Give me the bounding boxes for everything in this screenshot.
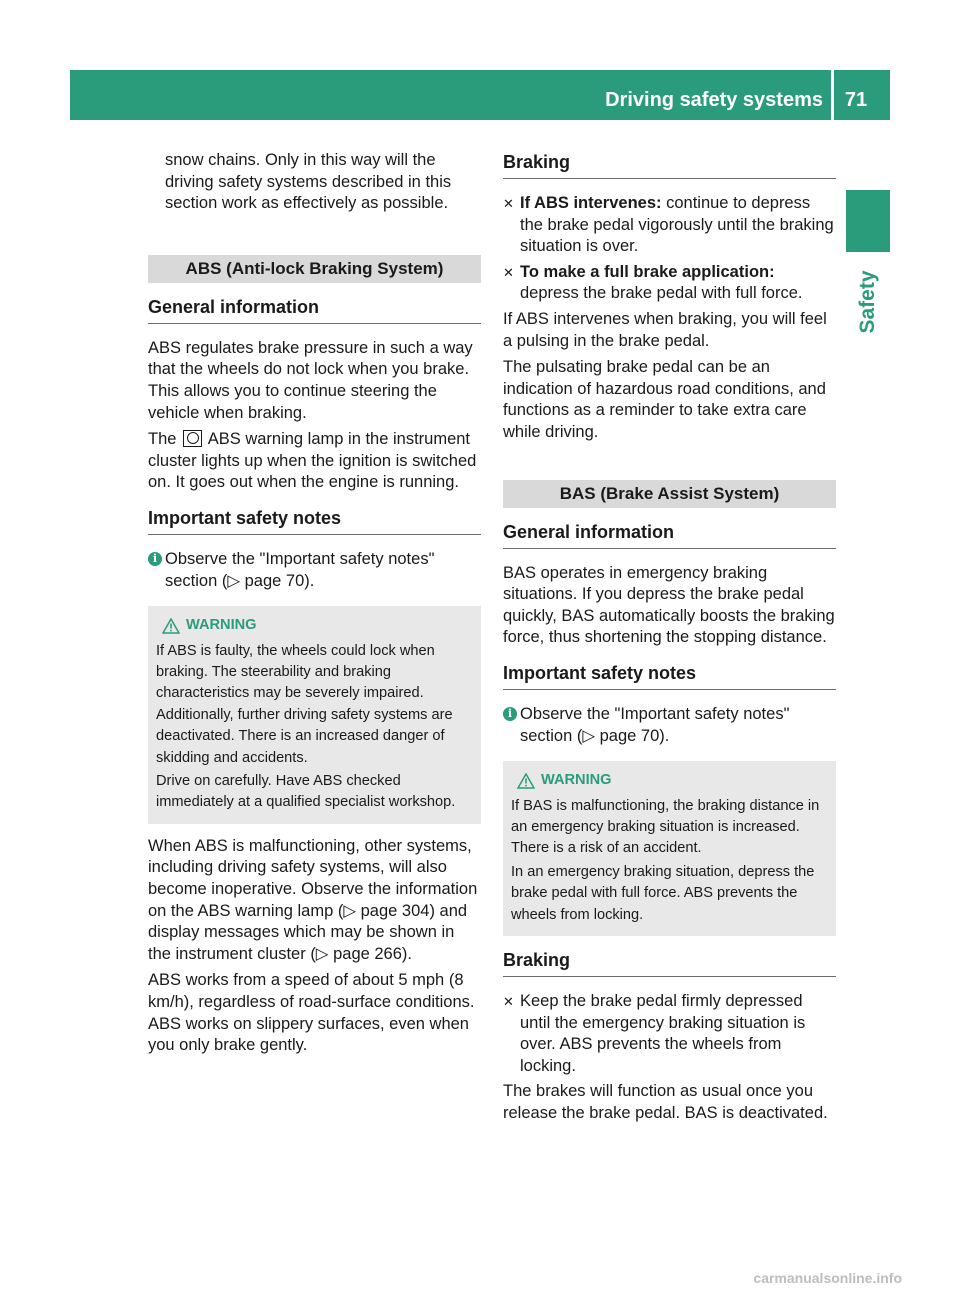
subheading-braking: Braking [503,948,836,977]
left-column [148,150,481,1062]
instruction-item [503,991,836,1077]
warning-label: WARNING [186,617,257,634]
paragraph: ABS regulates brake pressure in such a way that the wheels do not lock when you brake. This allows you to continue steering the vehicle when braking. [148,338,473,422]
warning-header [156,615,473,636]
subheading-general-information: General information [503,520,836,549]
subheading-important-safety-notes: Important safety notes [148,506,481,535]
paragraph: ABS works from a speed of about 5 mph (8 km/h), regardless of road-surface conditions. ABS works on slippery surfaces, even when you only brake gently. [148,971,475,1055]
instruction-item [503,193,836,258]
paragraph: The pulsating brake pedal can be an indication of hazardous road conditions, and functions as a reminder to take extra care while driving. [503,358,826,441]
chapter-side-label: Safety [856,270,880,334]
info-note [503,704,836,747]
warning-text: If BAS is malfunctioning, the braking distance in an emergency braking situation is increased. There is a risk of an accident. [511,797,820,857]
instruction-text: Keep the brake pedal firmly depressed until the emergency braking situation is over. ABS prevents the wheels from locking. [520,991,806,1075]
paragraph: The brakes will function as usual once you release the brake pedal. BAS is deactivated. [503,1082,828,1122]
paragraph: When ABS is malfunctioning, other systems, including driving safety systems, will also become inoperative. Observe the information on the ABS warning lamp (▷ page 304) and display messages which may be shown in the instrument cluster (▷ page 266). [148,836,478,963]
instruction-bold: To make a full brake application: [520,262,775,281]
paragraph: If ABS intervenes when braking, you will feel a pulsing in the brake pedal. [503,309,827,350]
chapter-tab-marker [846,190,890,252]
subheading-general-information: General information [148,295,481,324]
intro-paragraph: snow chains. Only in this way will the driving safety systems described in this section work as effectively as possible. [165,151,452,213]
warning-text: In an emergency braking situation, depress the brake pedal with full force. ABS prevents the wheels from locking. [511,863,815,923]
header-separator [831,70,834,120]
section-title-abs: ABS (Anti-lock Braking System) [148,255,481,283]
warning-label: WARNING [541,772,612,789]
section-title-bas: BAS (Brake Assist System) [503,480,836,508]
warning-box [503,761,836,936]
right-column [503,150,836,1130]
warning-text: Drive on carefully. Have ABS checked immediately at a qualified specialist workshop. [156,772,456,811]
abs-warning-lamp-icon [183,430,202,447]
info-icon: i [148,552,162,566]
info-note-text: Observe the "Important safety notes" section (▷ page 70). [165,549,435,590]
instruction-text: depress the brake pedal with full force. [520,284,803,303]
running-header-title: Driving safety systems [605,89,823,111]
warning-triangle-icon [517,773,535,789]
lamp-text-after: ABS warning lamp in the instrument cluster lights up when the ignition is switched on. It goes out when the engine is running. [148,430,477,492]
page-number: 71 [844,89,868,111]
lamp-paragraph [148,429,481,494]
instruction-item [503,262,836,305]
info-note [148,549,481,592]
arrow-icon: ✕ [503,196,514,211]
warning-box [148,606,481,824]
instruction-bold: If ABS intervenes: [520,194,662,212]
warning-text: If ABS is faulty, the wheels could lock when braking. The steerability and braking characteristics may be severely impaired. Additionally, further driving safety systems are deactivated. There is an increased danger of skidding and accidents. [156,642,453,766]
arrow-icon: ✕ [503,993,514,1009]
warning-triangle-icon [162,618,180,634]
watermark: carmanualsonline.info [753,1270,902,1286]
arrow-icon: ✕ [503,264,514,280]
instruction-text: continue to depress the brake pedal vigorously until the braking situation is over. [520,194,834,256]
lamp-text-before: The [148,430,177,449]
paragraph: BAS operates in emergency braking situations. If you depress the brake pedal quickly, BAS automatically boosts the braking force, thus shortening the stopping distance. [503,563,835,647]
warning-header [511,770,828,791]
subheading-important-safety-notes: Important safety notes [503,661,836,690]
subheading-braking: Braking [503,150,836,179]
info-icon: i [503,707,517,721]
info-note-text: Observe the "Important safety notes" section (▷ page 70). [520,704,790,745]
